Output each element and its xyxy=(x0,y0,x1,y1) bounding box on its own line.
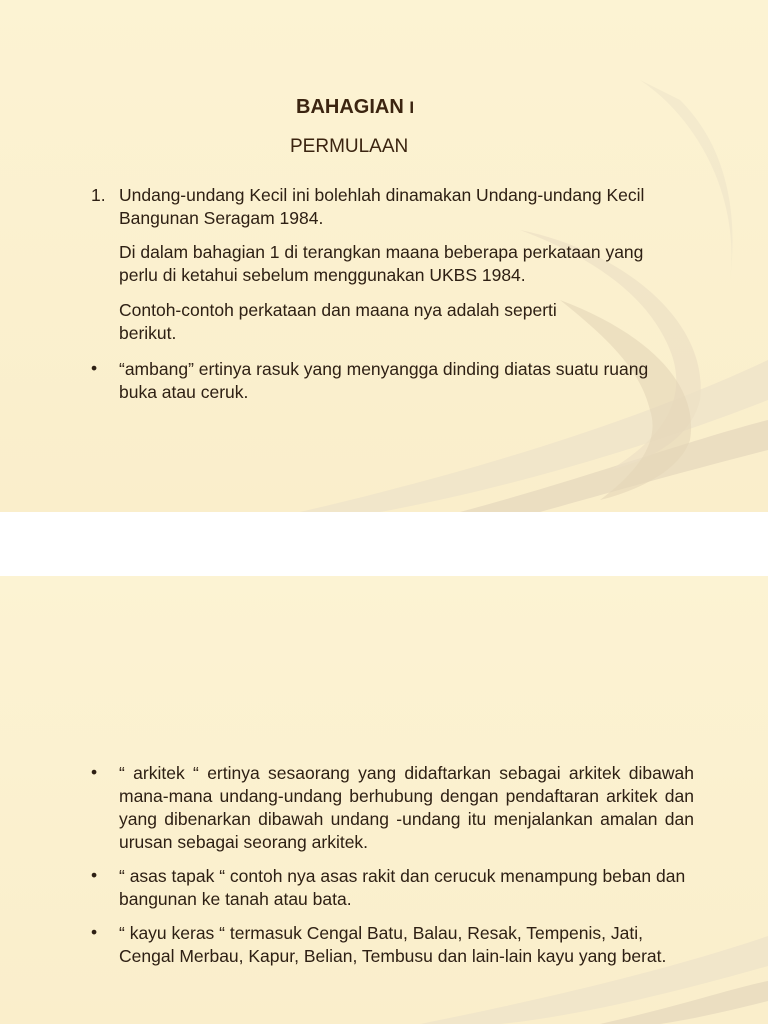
page-gap xyxy=(0,512,768,576)
slide-title xyxy=(296,96,414,119)
title-suffix: I xyxy=(409,98,415,117)
definition-ambang: “ambang” ertinya rasuk yang menyangga dinding diatas suatu ruang buka atau ceruk. xyxy=(119,359,649,402)
paragraph-1: Undang-undang Kecil ini bolehlah dinamakan Undang-undang Kecil Bangunan Seragam 1984. xyxy=(119,185,645,228)
bullet-marker: • xyxy=(91,865,98,885)
definition-kayu-keras: “ kayu keras “ termasuk Cengal Batu, Balau, Resak, Tempenis, Jati, Cengal Merbau, Kapur, Belian, Tembusu dan lain-lain kayu yang berat. xyxy=(119,923,667,966)
paragraph-2: Di dalam bahagian 1 di terangkan maana beberapa perkataan yang perlu di ketahui sebelum menggunakan UKBS 1984. xyxy=(119,242,644,285)
paragraph-3: Contoh-contoh perkataan dan maana nya adalah seperti berikut. xyxy=(119,300,557,343)
bullet-marker: • xyxy=(91,762,98,782)
title-text: BAHAGIAN xyxy=(296,96,404,118)
definition-arkitek: “ arkitek “ ertinya sesaorang yang didaftarkan sebagai arkitek dibawah mana-mana undang-undang berhubung dengan pendaftaran arkitek dan yang dibenarkan dibawah undang -undang itu menjalankan amalan dan urusan sebagai seorang arkitek. xyxy=(119,763,694,852)
slide-2 xyxy=(0,576,768,1024)
bullet-marker: • xyxy=(91,358,98,378)
item-number: 1. xyxy=(91,185,106,205)
definition-asas-tapak: “ asas tapak “ contoh nya asas rakit dan cerucuk menampung beban dan bangunan ke tanah atau bata. xyxy=(119,866,686,909)
bullet-marker: • xyxy=(91,922,98,942)
slide-subtitle: PERMULAAN xyxy=(290,136,409,157)
